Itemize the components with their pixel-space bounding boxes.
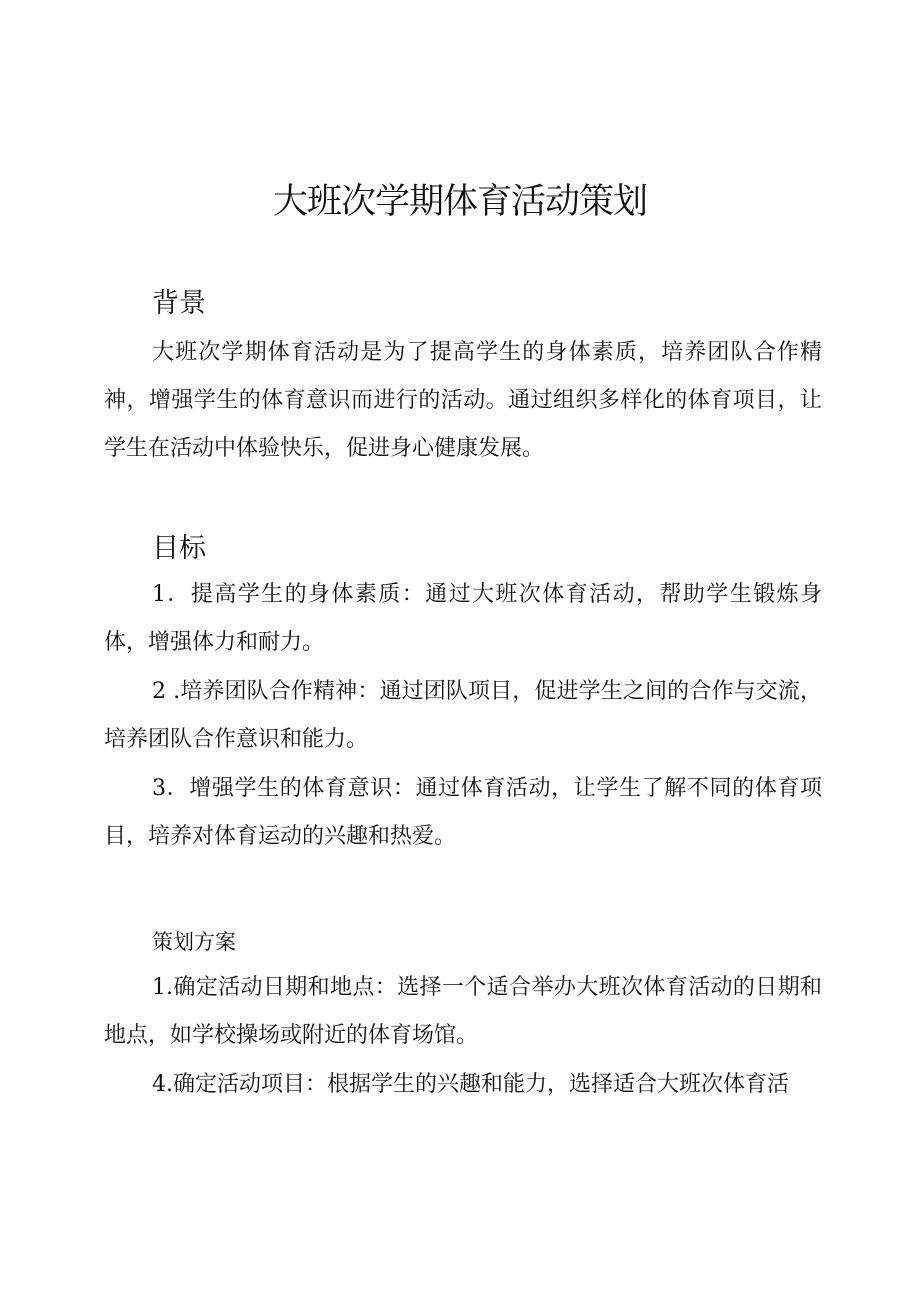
plan-item-4: 4.确定活动项目：根据学生的兴趣和能力，选择适合大班次体育活 [152, 1072, 789, 1097]
background-heading: 背景 [152, 288, 206, 319]
plan-heading: 策划方案 [152, 930, 236, 954]
goal-item-2: 2 .培养团队合作精神：通过团队项目，促进学生之间的合作与交流，培养团队合作意识和能力。 [104, 679, 822, 752]
plan-item-1: 1.确定活动日期和地点：选择一个适合举办大班次体育活动的日期和地点，如学校操场或附近的体育场馆。 [104, 975, 822, 1048]
background-paragraph: 大班次学期体育活动是为了提高学生的身体素质，培养团队合作精神，增强学生的体育意识而进行的活动。通过组织多样化的体育项目，让学生在活动中体验快乐，促进身心健康发展。 [104, 340, 822, 461]
document-title: 大班次学期体育活动策划 [272, 182, 647, 222]
goals-heading: 目标 [152, 533, 206, 564]
goal-item-3: 3．增强学生的体育意识：通过体育活动，让学生了解不同的体育项目，培养对体育运动的兴趣和热爱。 [104, 776, 822, 849]
goal-item-1: 1．提高学生的身体素质：通过大班次体育活动，帮助学生锻炼身体，增强体力和耐力。 [104, 582, 822, 655]
